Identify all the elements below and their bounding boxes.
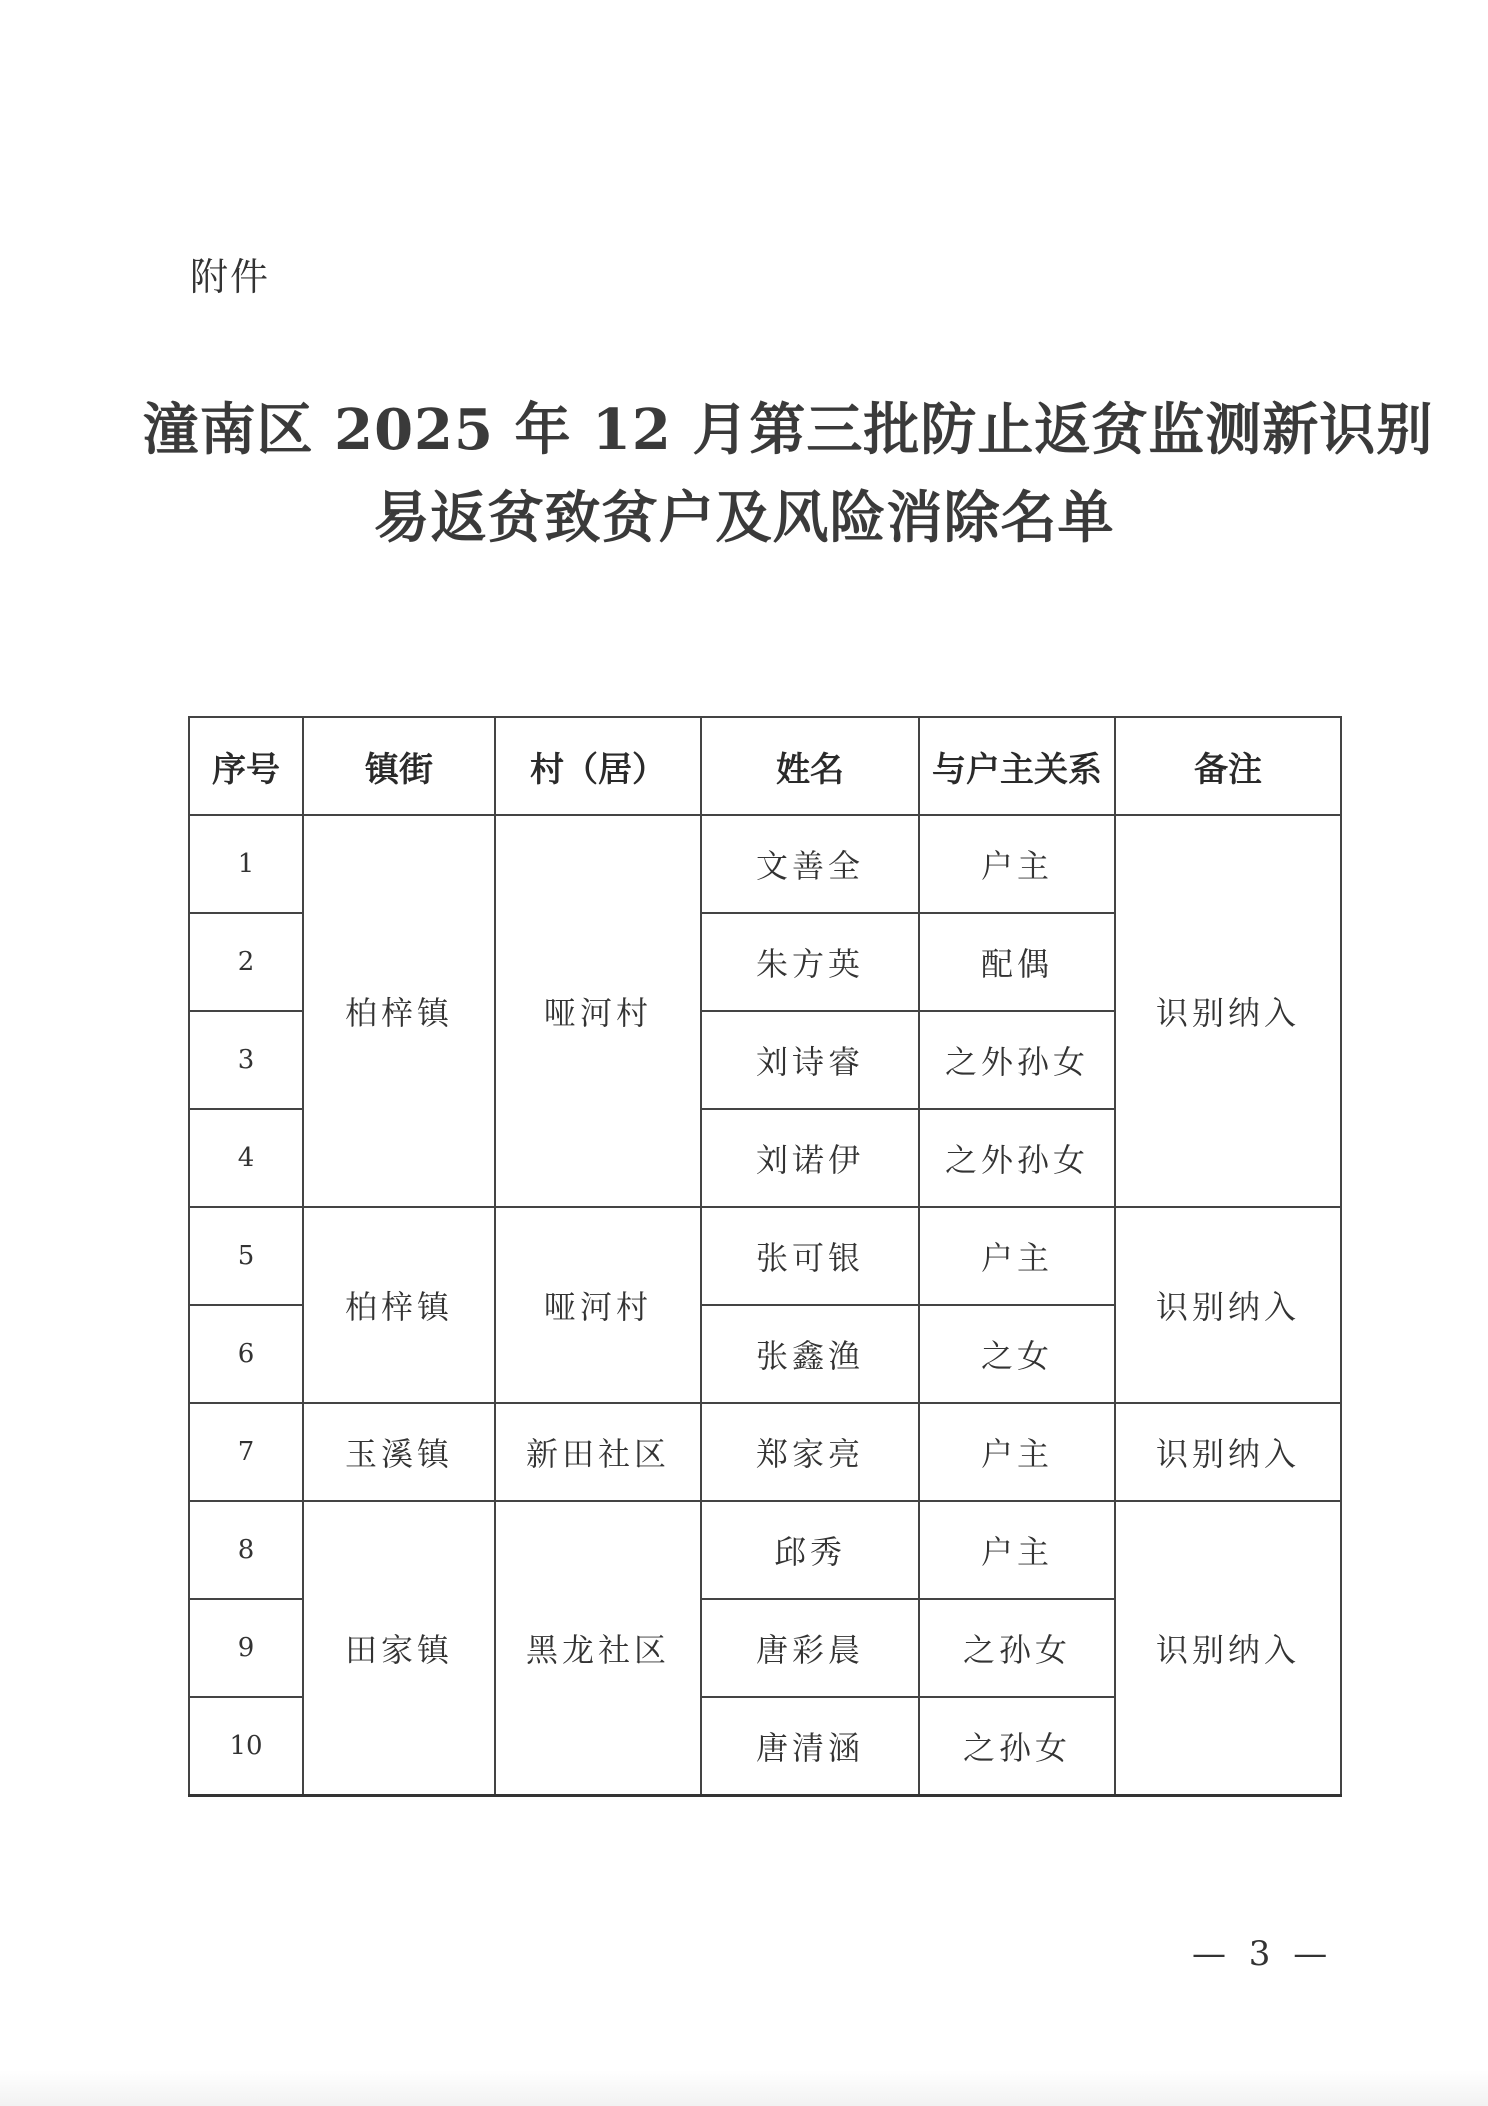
relation-cell: 配偶 bbox=[919, 913, 1115, 1011]
relation-cell: 之外孙女 bbox=[919, 1011, 1115, 1109]
name-cell: 刘诺伊 bbox=[701, 1109, 919, 1207]
relation-cell: 之孙女 bbox=[919, 1697, 1115, 1796]
village-cell: 哑河村 bbox=[495, 815, 701, 1207]
seq-cell: 5 bbox=[189, 1207, 303, 1305]
seq-cell: 3 bbox=[189, 1011, 303, 1109]
table-header-row bbox=[189, 717, 1341, 815]
seq-cell: 10 bbox=[189, 1697, 303, 1796]
seq-cell: 8 bbox=[189, 1501, 303, 1599]
relation-cell: 户主 bbox=[919, 1403, 1115, 1501]
name-cell: 朱方英 bbox=[701, 913, 919, 1011]
remark-cell: 识别纳入 bbox=[1115, 815, 1341, 1207]
name-cell: 郑家亮 bbox=[701, 1403, 919, 1501]
column-header-relation: 与户主关系 bbox=[919, 717, 1115, 815]
column-header-seq: 序号 bbox=[189, 717, 303, 815]
village-cell: 黑龙社区 bbox=[495, 1501, 701, 1796]
seq-cell: 7 bbox=[189, 1403, 303, 1501]
name-cell: 唐清涵 bbox=[701, 1697, 919, 1796]
remark-cell: 识别纳入 bbox=[1115, 1501, 1341, 1796]
relation-cell: 户主 bbox=[919, 1501, 1115, 1599]
town-cell: 玉溪镇 bbox=[303, 1403, 495, 1501]
table-row bbox=[189, 1207, 1341, 1305]
relation-cell: 之女 bbox=[919, 1305, 1115, 1403]
relation-cell: 户主 bbox=[919, 1207, 1115, 1305]
name-cell: 张鑫渔 bbox=[701, 1305, 919, 1403]
page-number: — 3 — bbox=[1192, 1934, 1334, 1974]
remark-cell: 识别纳入 bbox=[1115, 1207, 1341, 1403]
town-cell: 柏梓镇 bbox=[303, 1207, 495, 1403]
seq-cell: 6 bbox=[189, 1305, 303, 1403]
remark-cell: 识别纳入 bbox=[1115, 1403, 1341, 1501]
column-header-remark: 备注 bbox=[1115, 717, 1341, 815]
column-header-name: 姓名 bbox=[701, 717, 919, 815]
name-cell: 文善全 bbox=[701, 815, 919, 913]
column-header-village: 村（居） bbox=[495, 717, 701, 815]
scan-bottom-edge bbox=[0, 2070, 1488, 2106]
village-cell: 新田社区 bbox=[495, 1403, 701, 1501]
seq-cell: 2 bbox=[189, 913, 303, 1011]
relation-cell: 之外孙女 bbox=[919, 1109, 1115, 1207]
seq-cell: 4 bbox=[189, 1109, 303, 1207]
relation-cell: 之孙女 bbox=[919, 1599, 1115, 1697]
name-cell: 刘诗睿 bbox=[701, 1011, 919, 1109]
table-row bbox=[189, 1403, 1341, 1501]
town-cell: 田家镇 bbox=[303, 1501, 495, 1796]
attachment-label: 附件 bbox=[190, 255, 271, 299]
seq-cell: 9 bbox=[189, 1599, 303, 1697]
town-cell: 柏梓镇 bbox=[303, 815, 495, 1207]
name-cell: 唐彩晨 bbox=[701, 1599, 919, 1697]
column-header-town: 镇街 bbox=[303, 717, 495, 815]
table-row bbox=[189, 815, 1341, 913]
household-roster-table bbox=[188, 716, 1342, 1797]
document-title-line-2: 易返贫致贫户及风险消除名单 bbox=[373, 485, 1115, 551]
relation-cell: 户主 bbox=[919, 815, 1115, 913]
table-row bbox=[189, 1501, 1341, 1599]
name-cell: 邱秀 bbox=[701, 1501, 919, 1599]
village-cell: 哑河村 bbox=[495, 1207, 701, 1403]
document-title-line-1: 潼南区 2025 年 12 月第三批防止返贫监测新识别 bbox=[142, 397, 1434, 463]
seq-cell: 1 bbox=[189, 815, 303, 913]
name-cell: 张可银 bbox=[701, 1207, 919, 1305]
